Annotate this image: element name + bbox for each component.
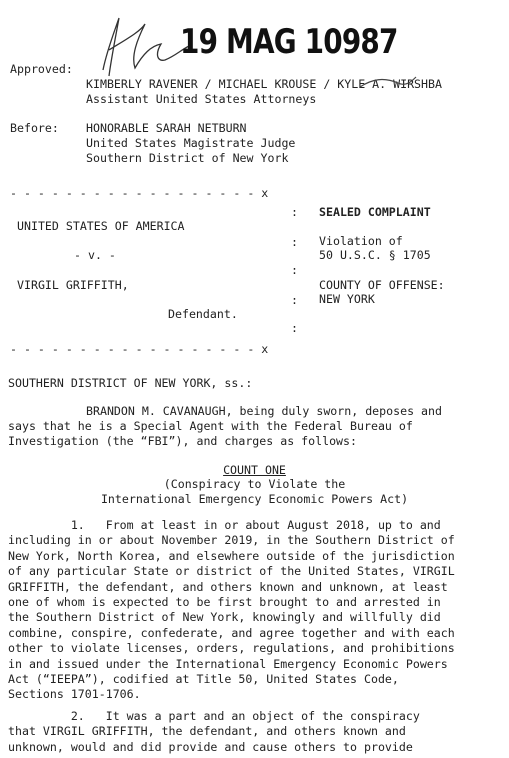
paragraph-line: 2. It was a part and an object of the conspiracy	[8, 709, 420, 723]
approved-label: Approved:	[10, 62, 73, 76]
caption-colon: :	[291, 293, 298, 307]
paragraph-line: including in or about November 2019, in the Southern District of	[8, 533, 455, 548]
count-subtitle-2: International Emergency Economic Powers Act)	[100, 492, 409, 506]
intro-line-3: Investigation (the “FBI”), and charges as follows:	[8, 434, 358, 448]
paragraph-line: 1. From at least in or about August 2018, up to and	[8, 518, 441, 532]
county-line-1: COUNTY OF OFFENSE:	[319, 278, 445, 292]
caption-colon: :	[291, 263, 298, 277]
paragraph-1	[8, 518, 455, 703]
paragraph-line: one of whom is expected to be first brought to and arrested in	[8, 595, 441, 610]
caption-colon: :	[291, 235, 298, 249]
paragraph-line: Sections 1701-1706.	[8, 687, 141, 702]
versus-label: - v. -	[74, 248, 116, 262]
paragraph-line: Act (“IEEPA”), codified at Title 50, United States Code,	[8, 672, 399, 687]
docket-stamp: 19 MAG 10987	[180, 22, 398, 62]
paragraph-line: of any particular State or district of the United States, VIRGIL	[8, 564, 455, 579]
intro-line-1: BRANDON M. CAVANAUGH, being duly sworn, deposes and	[86, 404, 442, 418]
judge-court: Southern District of New York	[86, 151, 289, 165]
violation-line-2: 50 U.S.C. § 1705	[319, 248, 431, 262]
intro-line-2: says that he is a Special Agent with the Federal Bureau of	[8, 419, 413, 433]
signature-overlay	[358, 73, 418, 93]
sealed-complaint-label: SEALED COMPLAINT	[319, 205, 431, 219]
paragraph-2	[8, 709, 420, 755]
paragraph-line: combine, conspire, confederate, and agree together and with each	[8, 625, 455, 640]
violation-line-1: Violation of	[319, 234, 403, 248]
caption-top-rule: - - - - - - - - - - - - - - - - - - x	[10, 186, 269, 200]
attorneys-title: Assistant United States Attorneys	[86, 92, 317, 106]
judge-name: HONORABLE SARAH NETBURN	[86, 121, 247, 135]
count-subtitle-1: (Conspiracy to Violate the	[163, 477, 346, 491]
attorneys-line: KIMBERLY RAVENER / MICHAEL KROUSE / KYLE A. WIRSHBA	[86, 77, 442, 91]
caption-colon: :	[291, 321, 298, 335]
before-label: Before:	[10, 121, 59, 135]
judge-title: United States Magistrate Judge	[86, 136, 296, 150]
caption-colon: :	[291, 205, 298, 219]
county-line-2: NEW YORK	[319, 292, 375, 306]
paragraph-line: in and issued under the International Emergency Economic Powers	[8, 656, 448, 671]
defendant-name: VIRGIL GRIFFITH,	[17, 278, 129, 292]
paragraph-line: unknown, would and did provide and cause others to provide	[8, 739, 413, 754]
count-title: COUNT ONE	[223, 463, 286, 477]
venue-line: SOUTHERN DISTRICT OF NEW YORK, ss.:	[8, 376, 253, 390]
paragraph-line: that VIRGIL GRIFFITH, the defendant, and others known and	[8, 724, 406, 739]
paragraph-line: other to violate licenses, orders, regulations, and prohibitions	[8, 641, 455, 656]
paragraph-line: New York, North Korea, and elsewhere outside of the jurisdiction	[8, 548, 455, 563]
paragraph-line: the Southern District of New York, knowingly and willfully did	[8, 610, 441, 625]
plaintiff-name: UNITED STATES OF AMERICA	[17, 219, 185, 233]
defendant-label: Defendant.	[168, 307, 238, 321]
paragraph-line: GRIFFITH, the defendant, and others known and unknown, at least	[8, 579, 448, 594]
caption-bottom-rule: - - - - - - - - - - - - - - - - - - x	[10, 342, 269, 356]
